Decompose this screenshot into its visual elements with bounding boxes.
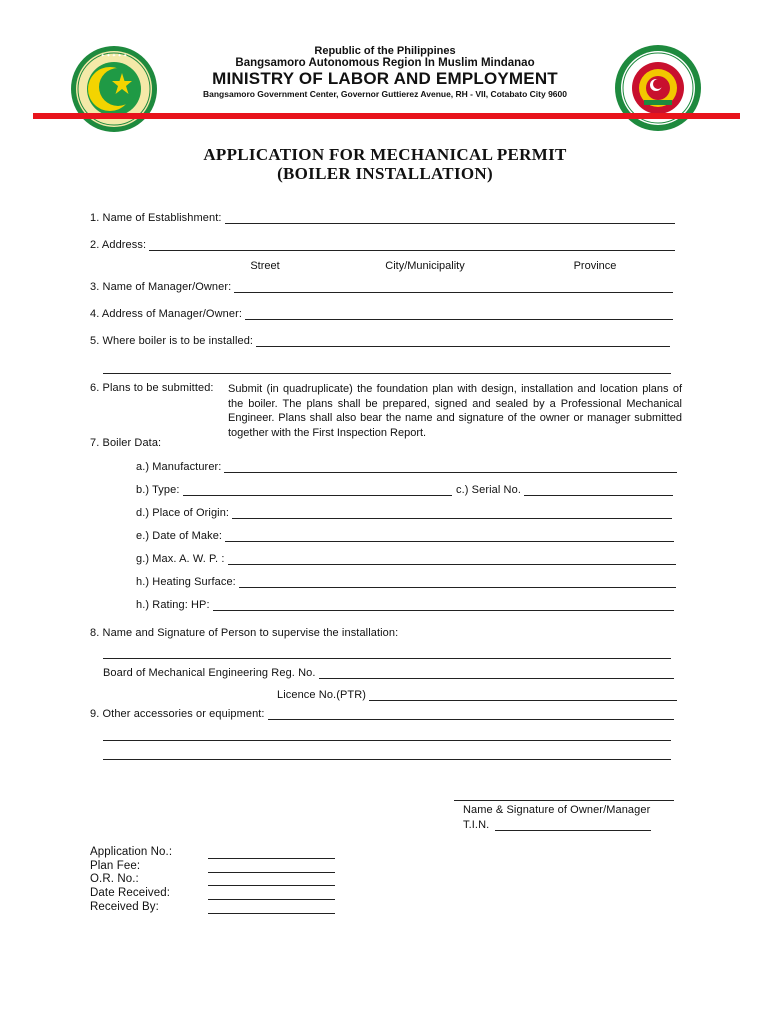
- date-received-line[interactable]: [208, 898, 335, 900]
- label-rating-hp: h.) Rating: HP:: [136, 599, 210, 611]
- label-application-no: Application No.:: [90, 846, 173, 858]
- field-tin[interactable]: [463, 819, 651, 831]
- label-accessories: 9. Other accessories or equipment:: [90, 708, 265, 720]
- field-establishment[interactable]: [90, 212, 675, 224]
- label-heating-surface: h.) Heating Surface:: [136, 576, 236, 588]
- or-no-line[interactable]: [208, 884, 335, 886]
- field-rating-hp[interactable]: [136, 599, 674, 611]
- plans-instructions: Submit (in quadruplicate) the foundation plan with design, installation and location plans of the boiler. The plans shall be prepared, signed and sealed by a Professional Mechanical Engineer. Plans shall also bear the name and signature of the owner or manager submitted together with the First Inspection Report.: [228, 383, 682, 439]
- label-or-no: O.R. No.:: [90, 873, 139, 885]
- form-title: APPLICATION FOR MECHANICAL PERMIT: [203, 145, 567, 164]
- label-province: Province: [573, 260, 617, 272]
- field-max-awp[interactable]: [136, 553, 676, 565]
- label-plan-fee: Plan Fee:: [90, 860, 141, 872]
- label-city: City/Municipality: [385, 260, 465, 272]
- field-licence-ptr[interactable]: [277, 689, 677, 701]
- label-date-received: Date Received:: [90, 887, 171, 899]
- label-address-manager: 4. Address of Manager/Owner:: [90, 308, 242, 320]
- field-serial-no[interactable]: [456, 484, 673, 496]
- label-type: b.) Type:: [136, 484, 180, 496]
- header-address: Bangsamoro Government Center, Governor Guttierez Avenue, RH - VII, Cotabato City 9600: [202, 89, 567, 99]
- label-supervisor: 8. Name and Signature of Person to supervise the installation:: [90, 627, 399, 639]
- field-manager-owner[interactable]: [90, 281, 673, 293]
- label-plans: 6. Plans to be submitted:: [90, 382, 214, 394]
- field-accessories[interactable]: [90, 708, 674, 720]
- label-boiler-location: 5. Where boiler is to be installed:: [90, 335, 254, 347]
- header-ministry: MINISTRY OF LABOR AND EMPLOYMENT: [212, 69, 558, 88]
- label-owner-signature: Name & Signature of Owner/Manager: [463, 804, 651, 816]
- field-address-manager[interactable]: [90, 308, 673, 320]
- accessories-line-3[interactable]: [103, 758, 671, 760]
- label-place-of-origin: d.) Place of Origin:: [136, 507, 230, 519]
- boiler-location-line-2[interactable]: [103, 372, 671, 374]
- form-subtitle: (BOILER INSTALLATION): [277, 164, 493, 183]
- label-boiler-data: 7. Boiler Data:: [90, 437, 162, 449]
- label-received-by: Received By:: [90, 901, 159, 913]
- plan-fee-line[interactable]: [208, 871, 335, 873]
- label-max-awp: g.) Max. A. W. P. :: [136, 553, 225, 565]
- label-manager-owner: 3. Name of Manager/Owner:: [90, 281, 232, 293]
- label-establishment: 1. Name of Establishment:: [90, 212, 222, 224]
- field-manufacturer[interactable]: [136, 461, 677, 473]
- label-date-of-make: e.) Date of Make:: [136, 530, 223, 542]
- header-republic: Republic of the Philippines: [314, 45, 456, 57]
- label-tin: T.I.N.: [463, 819, 490, 831]
- field-boiler-location[interactable]: [90, 335, 670, 347]
- label-manufacturer: a.) Manufacturer:: [136, 461, 222, 473]
- label-board-reg: Board of Mechanical Engineering Reg. No.: [103, 667, 316, 679]
- field-heating-surface[interactable]: [136, 576, 676, 588]
- field-address[interactable]: [90, 239, 675, 251]
- label-address: 2. Address:: [90, 239, 147, 251]
- header-divider: [33, 113, 740, 119]
- header-region: Bangsamoro Autonomous Region In Muslim Mindanao: [235, 57, 535, 69]
- accessories-line-2[interactable]: [103, 739, 671, 741]
- field-date-of-make[interactable]: [136, 530, 674, 542]
- label-serial-no: c.) Serial No.: [456, 484, 521, 496]
- field-place-of-origin[interactable]: [136, 507, 672, 519]
- label-street: Street: [250, 260, 280, 272]
- owner-signature-line[interactable]: [454, 799, 674, 801]
- application-no-line[interactable]: [208, 857, 335, 859]
- supervisor-line[interactable]: [103, 657, 671, 659]
- received-by-line[interactable]: [208, 912, 335, 914]
- label-licence-ptr: Licence No.(PTR): [277, 689, 367, 701]
- field-board-reg[interactable]: [103, 667, 674, 679]
- field-type[interactable]: [136, 484, 452, 496]
- barmm-seal-icon: [70, 45, 158, 133]
- svg-text:✦ ✦ ✦ ✦ ✦: ✦ ✦ ✦ ✦ ✦: [100, 53, 128, 59]
